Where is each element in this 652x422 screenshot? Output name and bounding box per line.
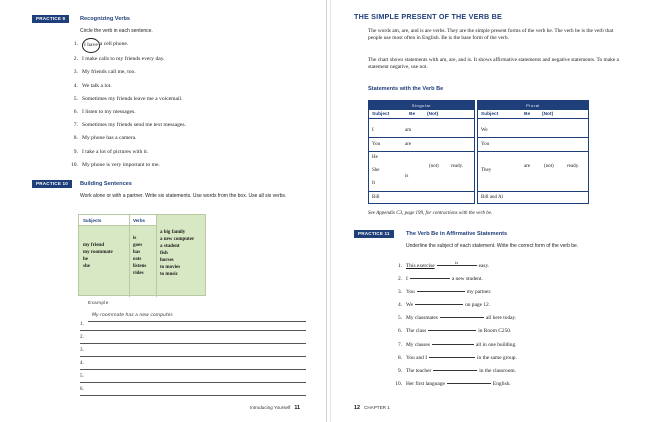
answer-blank[interactable]: [417, 286, 465, 292]
item-subject: You and I: [406, 354, 428, 361]
item-text: I listen to my messages.: [82, 109, 136, 116]
item-number: 5.: [73, 95, 78, 102]
object-word: a student: [160, 244, 180, 249]
item-subject: We: [406, 302, 414, 309]
subject-word: my friend: [83, 243, 104, 248]
be-cell: are: [405, 142, 412, 147]
answer-line-2[interactable]: [80, 335, 306, 344]
item-subject: The teacher: [406, 367, 432, 374]
line-number: 1.: [80, 322, 84, 327]
object-word: to movies: [160, 265, 181, 270]
example-label: Example: [88, 300, 109, 305]
item-number: 8.: [73, 135, 78, 142]
circled-verb[interactable]: I have: [82, 38, 100, 53]
plural-table: [477, 100, 589, 204]
subject-word: she: [83, 264, 90, 269]
subject-word: my roommate: [83, 250, 113, 255]
subject-cell: They: [481, 168, 492, 173]
object-word: a new computer: [160, 237, 195, 242]
appendix-note: See Appendix C3, page 199, for contractions with the verb be.: [368, 211, 493, 216]
item-rest: English.: [492, 380, 511, 387]
be-cell: am: [405, 128, 412, 133]
subject-cell: Bill and Al: [481, 195, 503, 200]
practice-9-list: [68, 38, 186, 172]
item-number: 3.: [397, 289, 402, 296]
be-header: Be: [409, 112, 416, 117]
intro-paragraph: The words am, are, and is are verbs. They are the simple present forms of the verb be. The verb be is the verb that people use most often in English. Be is the base form of the verb.: [368, 28, 614, 41]
subject-cell: It: [372, 181, 376, 186]
item-number: 4.: [397, 302, 402, 309]
footer-chapter-title: Introducing Yourself: [250, 405, 291, 410]
objects-column: [160, 229, 194, 278]
item-subject: Her first language: [406, 380, 445, 387]
practice-11-instruction: Underline the subject of each statement. Write the correct form of the verb be.: [406, 243, 579, 249]
line-number: 4.: [80, 361, 84, 366]
complement-cell: ready.: [567, 164, 580, 169]
example-sentence: My roommate has a new computer.: [88, 313, 306, 322]
list-item: [392, 312, 517, 325]
plural-band: Plural: [478, 101, 588, 110]
page-title: THE SIMPLE PRESENT OF THE VERB BE: [354, 12, 502, 21]
box-divider: [129, 215, 130, 297]
item-rest: in Room C250.: [478, 328, 512, 335]
practice-10-tag: PRACTICE 10: [32, 180, 72, 188]
list-item: [392, 339, 517, 352]
be-cell: is: [405, 174, 409, 179]
list-item: [68, 53, 186, 66]
answer-blank[interactable]: is: [437, 260, 477, 266]
not-cell: (not): [429, 164, 439, 169]
item-number: 9.: [73, 148, 78, 155]
item-text: My phone is very important to me.: [82, 161, 160, 168]
item-text: We talk a lot.: [82, 82, 112, 89]
item-subject: I: [406, 276, 408, 283]
answer-blank[interactable]: [428, 325, 476, 331]
list-item: [392, 299, 517, 312]
list-item: [68, 146, 186, 159]
answer-line-3[interactable]: [80, 348, 306, 357]
list-item: [392, 273, 517, 286]
answer-blank[interactable]: [429, 352, 475, 358]
item-number: 8.: [397, 354, 402, 361]
item-rest: in the classroom.: [479, 367, 516, 374]
subject-header: Subject: [481, 112, 499, 117]
verbs-column: [133, 235, 146, 277]
left-footer: [250, 405, 300, 411]
object-word: to music: [160, 272, 178, 277]
right-footer: [354, 405, 390, 411]
answer-blank[interactable]: [447, 378, 491, 384]
item-number: 2.: [73, 56, 78, 63]
verbs-header: Verbs: [129, 215, 156, 226]
list-item: [392, 352, 517, 365]
subject-header: Subject: [372, 112, 390, 117]
item-subject: This exercise: [406, 263, 435, 269]
list-item: [68, 93, 186, 106]
item-number: 1.: [73, 41, 78, 47]
item-rest: a new student.: [451, 276, 483, 283]
not-header: (Not): [542, 112, 554, 117]
subject-cell: He: [372, 155, 378, 160]
verb-word: listens: [133, 264, 147, 269]
line-number: 2.: [80, 335, 84, 340]
subject-cell: Bill: [372, 195, 380, 200]
list-item: [68, 66, 186, 79]
row-divider: [369, 151, 474, 152]
item-subject: You: [406, 289, 415, 296]
practice-9-instruction: Circle the verb in each sentence.: [80, 28, 153, 34]
object-word: fish: [160, 251, 168, 256]
subject-cell: She: [372, 168, 380, 173]
subject-cell: I: [372, 128, 374, 133]
item-subject: The class: [406, 328, 427, 335]
chart-title: Statements with the Verb Be: [368, 86, 444, 92]
not-header: (Not): [427, 112, 439, 117]
row-divider: [478, 191, 588, 192]
row-divider: [369, 137, 474, 138]
practice-10-title: Building Sentences: [80, 181, 132, 187]
subject-cell: You: [372, 142, 381, 147]
item-number: 10.: [395, 380, 402, 387]
line-number: 5.: [80, 374, 84, 379]
item-rest: easy.: [478, 263, 490, 269]
be-header: Be: [524, 112, 531, 117]
item-rest: all in one building.: [475, 341, 517, 348]
page-gutter: [326, 0, 327, 422]
answer-line-1[interactable]: [80, 322, 306, 331]
item-text: I take a lot of pictures with it.: [82, 148, 149, 155]
item-rest: all here today.: [485, 315, 517, 322]
list-item: [68, 159, 186, 172]
box-divider: [156, 215, 157, 297]
verb-word: rides: [133, 271, 144, 276]
practice-11-tag: PRACTICE 11: [354, 230, 394, 238]
answer-line-4[interactable]: [80, 361, 306, 370]
answer-blank[interactable]: [410, 273, 450, 279]
complement-cell: ready.: [451, 164, 464, 169]
item-text: I make calls to my friends every day.: [82, 56, 165, 63]
item-text: Sometimes my friends leave me a voicemail.: [82, 95, 183, 102]
practice-11-list: [392, 260, 517, 391]
list-item: [392, 260, 517, 273]
item-number: 7.: [397, 341, 402, 348]
item-number: 4.: [73, 82, 78, 89]
not-cell: (not): [544, 164, 554, 169]
list-item: [68, 132, 186, 145]
item-rest: in the same group.: [477, 354, 517, 361]
list-item: [68, 106, 186, 119]
item-text: My friends call me, too.: [82, 69, 136, 76]
item-text: a cell phone.: [99, 41, 129, 47]
item-number: 2.: [397, 276, 402, 283]
verb-word: eats: [133, 257, 142, 262]
list-item: [68, 119, 186, 132]
item-subject: My classes: [406, 341, 430, 348]
intro-paragraph-2: The chart shows statements with am, are, and is. It shows affirmative statements and negative statements. To make a statement negative, use not.: [368, 57, 619, 70]
list-item: [392, 365, 517, 378]
answer-blank[interactable]: [440, 312, 484, 318]
be-cell: are: [524, 164, 531, 169]
subject-word: he: [83, 257, 88, 262]
verb-word: is: [133, 236, 137, 241]
answer-blank[interactable]: [415, 299, 463, 305]
practice-11-title: The Verb Be in Affirmative Statements: [406, 231, 508, 237]
verb-word: goes: [133, 243, 143, 248]
footer-chapter-label: CHAPTER 1: [364, 405, 390, 410]
item-rest: on page 12.: [465, 302, 491, 309]
list-item: [68, 38, 186, 53]
item-number: 3.: [73, 69, 78, 76]
page-number: 12: [354, 405, 360, 411]
item-number: 5.: [397, 315, 402, 322]
row-divider: [478, 151, 588, 152]
answer-blank[interactable]: [432, 339, 474, 345]
subjects-column: [83, 242, 113, 270]
page-gutter-shadow: [330, 0, 331, 422]
item-number: 6.: [73, 109, 78, 116]
item-subject: My classmates: [406, 315, 438, 322]
list-item: [68, 80, 186, 93]
practice-9-title: Recognizing Verbs: [80, 16, 131, 22]
object-word: horses: [160, 258, 174, 263]
line-number: 6.: [80, 387, 84, 392]
item-rest: my partner.: [466, 289, 492, 296]
plural-headers: [478, 110, 588, 119]
answer-blank[interactable]: [433, 365, 477, 371]
word-box: [78, 214, 206, 296]
singular-headers: [369, 110, 474, 119]
subject-cell: We: [481, 128, 488, 133]
row-divider: [478, 137, 588, 138]
page-number: 11: [294, 405, 301, 411]
singular-table: [368, 100, 475, 204]
singular-band: Singular: [369, 101, 474, 110]
row-divider: [369, 191, 474, 192]
answer-line-5[interactable]: [80, 374, 306, 383]
item-number: 7.: [73, 122, 78, 129]
item-text: My phone has a camera.: [82, 135, 137, 142]
list-item: [392, 325, 517, 338]
subjects-header: Subjects: [79, 215, 129, 226]
item-number: 1.: [397, 263, 402, 269]
object-word: a big family: [160, 230, 186, 235]
list-item: [392, 378, 517, 391]
item-text: Sometimes my friends send me text messages.: [82, 122, 186, 129]
item-number: 10.: [71, 161, 78, 168]
item-number: 6.: [397, 328, 402, 335]
verb-word: has: [133, 250, 141, 255]
subject-cell: You: [481, 142, 490, 147]
answer-line-6[interactable]: [80, 387, 306, 396]
list-item: [392, 286, 517, 299]
line-number: 3.: [80, 348, 84, 353]
practice-9-tag: PRACTICE 9: [32, 15, 69, 23]
item-number: 9.: [397, 367, 402, 374]
practice-10-instruction: Work alone or with a partner. Write six statements. Use words from the box. Use all six verbs.: [80, 193, 287, 199]
